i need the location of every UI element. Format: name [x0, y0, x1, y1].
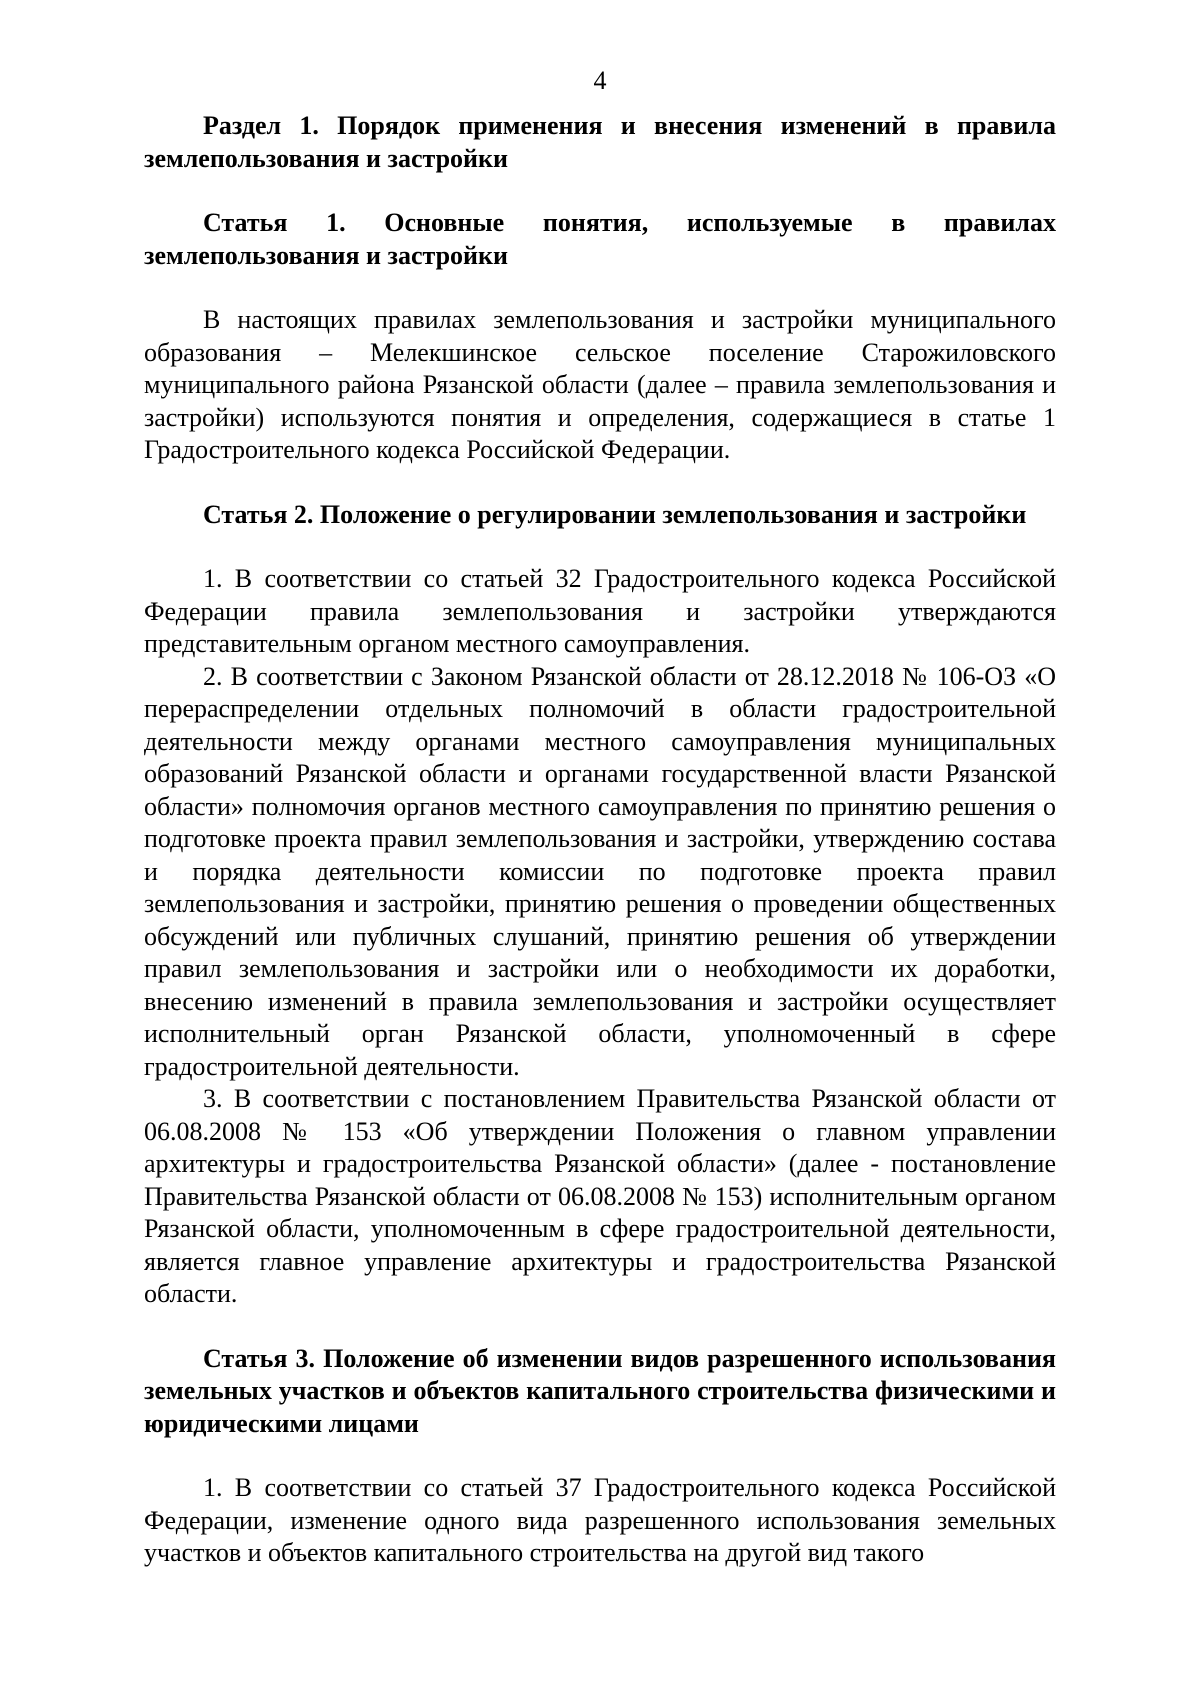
article-2-paragraph-3: 3. В соответствии с постановлением Правительства Рязанской области от 06.08.2008 № 153 «Об утверждении Положения о главном управлении архитектуры и градостроительства Рязанской области» (далее - постановление Правительства Рязанской области от 06.08.2008 № 153) исполнительным органом Рязанской области, уполномоченным в сфере градостроительной деятельности, является главное управление архитектуры и градостроительства Рязанской области. — [144, 1084, 1056, 1308]
article-3-paragraph-1: 1. В соответствии со статьей 37 Градостроительного кодекса Российской Федерации, изменение одного вида разрешенного использования земельных участков и объектов капитального строительства на другой вид такого — [144, 1473, 1056, 1567]
page-number: 4 — [593, 66, 607, 95]
article-1-title: Статья 1. Основные понятия, используемые в правилах землепользования и застройки — [144, 208, 1056, 270]
article-1-paragraph-1: В настоящих правилах землепользования и застройки муниципального образования – Мелекшинское сельское поселение Старожиловского муниципального района Рязанской области (далее – правила землепользования и застройки) используются понятия и определения, содержащиеся в статье 1 Градостроительного кодекса Российской Федерации. — [144, 305, 1056, 464]
article-2-title: Статья 2. Положение о регулировании землепользования и застройки — [203, 499, 1027, 529]
article-2-paragraph-1: 1. В соответствии со статьей 32 Градостроительного кодекса Российской Федерации правила землепользования и застройки утверждаются представительным органом местного самоуправления. — [144, 564, 1056, 658]
section-title: Раздел 1. Порядок применения и внесения изменений в правила землепользования и застройки — [144, 111, 1056, 173]
article-3-title: Статья 3. Положение об изменении видов разрешенного использования земельных участков и объектов капитального строительства физическими и юридическими лицами — [144, 1343, 1056, 1438]
article-2-paragraph-2: 2. В соответствии с Законом Рязанской области от 28.12.2018 № 106-ОЗ «О перераспределении отдельных полномочий в области градостроительной деятельности между органами местного самоуправления муниципальных образований Рязанской области и органами государственной власти Рязанской области» полномочия органов местного самоуправления по принятию решения о подготовке проекта правил землепользования и застройки, утверждению состава и порядка деятельности комиссии по подготовке проекта правил землепользования и застройки, принятию решения о проведении общественных обсуждений или публичных слушаний, принятию решения об утверждении правил землепользования и застройки или о необходимости их доработки, внесению изменений в правила землепользования и застройки осуществляет исполнительный орган Рязанской области, уполномоченный в сфере градостроительной деятельности. — [144, 661, 1056, 1081]
document-body — [144, 110, 1056, 1570]
